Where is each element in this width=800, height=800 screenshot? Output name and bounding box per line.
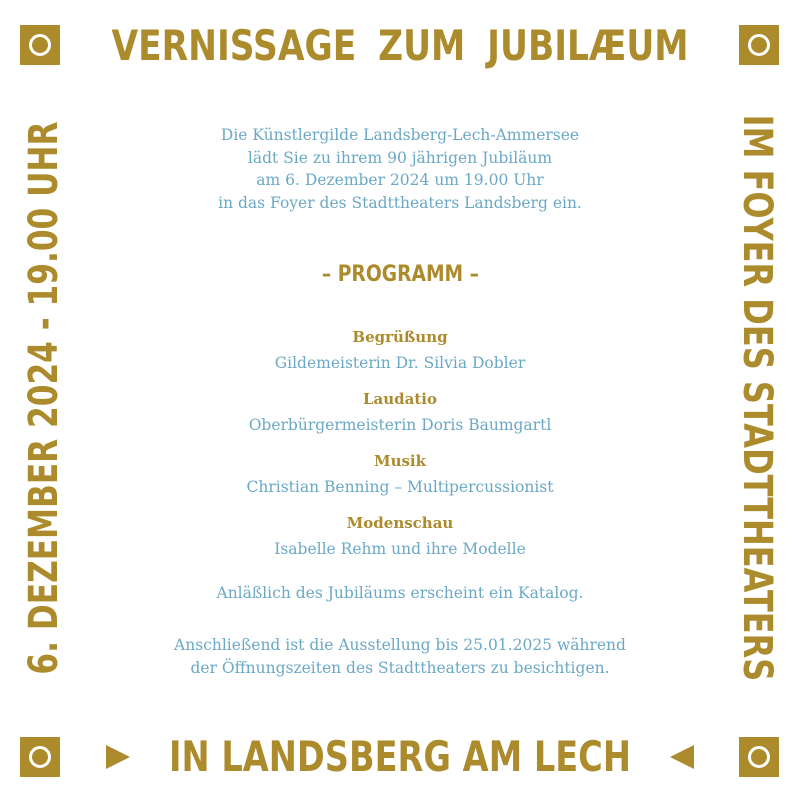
program-heading-text: – PROGRAMM – xyxy=(321,262,479,287)
intro-text xyxy=(110,124,690,214)
program-item-title: Musik xyxy=(373,452,427,470)
bottom-banner-title: IN LANDSBERG AM LECH xyxy=(169,732,631,781)
program-item xyxy=(110,448,690,500)
triangle-right-icon xyxy=(106,745,130,769)
program-item xyxy=(110,510,690,562)
corner-circle-icon-bottom-right xyxy=(739,737,779,777)
program-item-person: Gildemeisterin Dr. Silvia Dobler xyxy=(274,354,526,372)
program-item-title: Modenschau xyxy=(346,514,454,532)
right-banner-venue: IM FOYER DES STADTTHEATERS xyxy=(734,114,780,682)
program-item-person: Isabelle Rehm und ihre Modelle xyxy=(274,540,526,558)
intro-line: am 6. Dezember 2024 um 19.00 Uhr xyxy=(256,171,544,189)
catalog-note: Anläßlich des Jubiläums erscheint ein Katalog. xyxy=(216,584,584,602)
program-item-person: Christian Benning – Multipercussionist xyxy=(246,478,554,496)
intro-line: lädt Sie zu ihrem 90 jährigen Jubiläum xyxy=(247,148,553,167)
intro-line: Die Künstlergilde Landsberg-Lech-Ammersee xyxy=(220,126,580,144)
corner-circle-icon-top-right xyxy=(739,25,779,65)
triangle-left-icon xyxy=(670,745,694,769)
left-banner-date: 6. DEZEMBER 2024 - 19.00 UHR xyxy=(21,121,67,675)
closing-line: der Öffnungszeiten des Stadttheaters zu besichtigen. xyxy=(190,658,610,677)
corner-circle-icon-bottom-left xyxy=(20,737,60,777)
corner-circle-icon-top-left xyxy=(20,25,60,65)
program-item-title: Laudatio xyxy=(362,390,437,408)
intro-line: in das Foyer des Stadttheaters Landsberg ein. xyxy=(218,193,582,212)
program-item-title: Begrüßung xyxy=(352,328,448,346)
program-item xyxy=(110,386,690,438)
program-heading xyxy=(110,262,690,287)
closing-text xyxy=(110,634,690,679)
top-banner-title: VERNISSAGE ZUM JUBILÆUM xyxy=(111,21,689,70)
program-item-person: Oberbürgermeisterin Doris Baumgartl xyxy=(248,416,552,434)
program-item xyxy=(110,324,690,376)
closing-line: Anschließend ist die Ausstellung bis 25.01.2025 während xyxy=(174,636,626,654)
program-list xyxy=(110,324,690,572)
